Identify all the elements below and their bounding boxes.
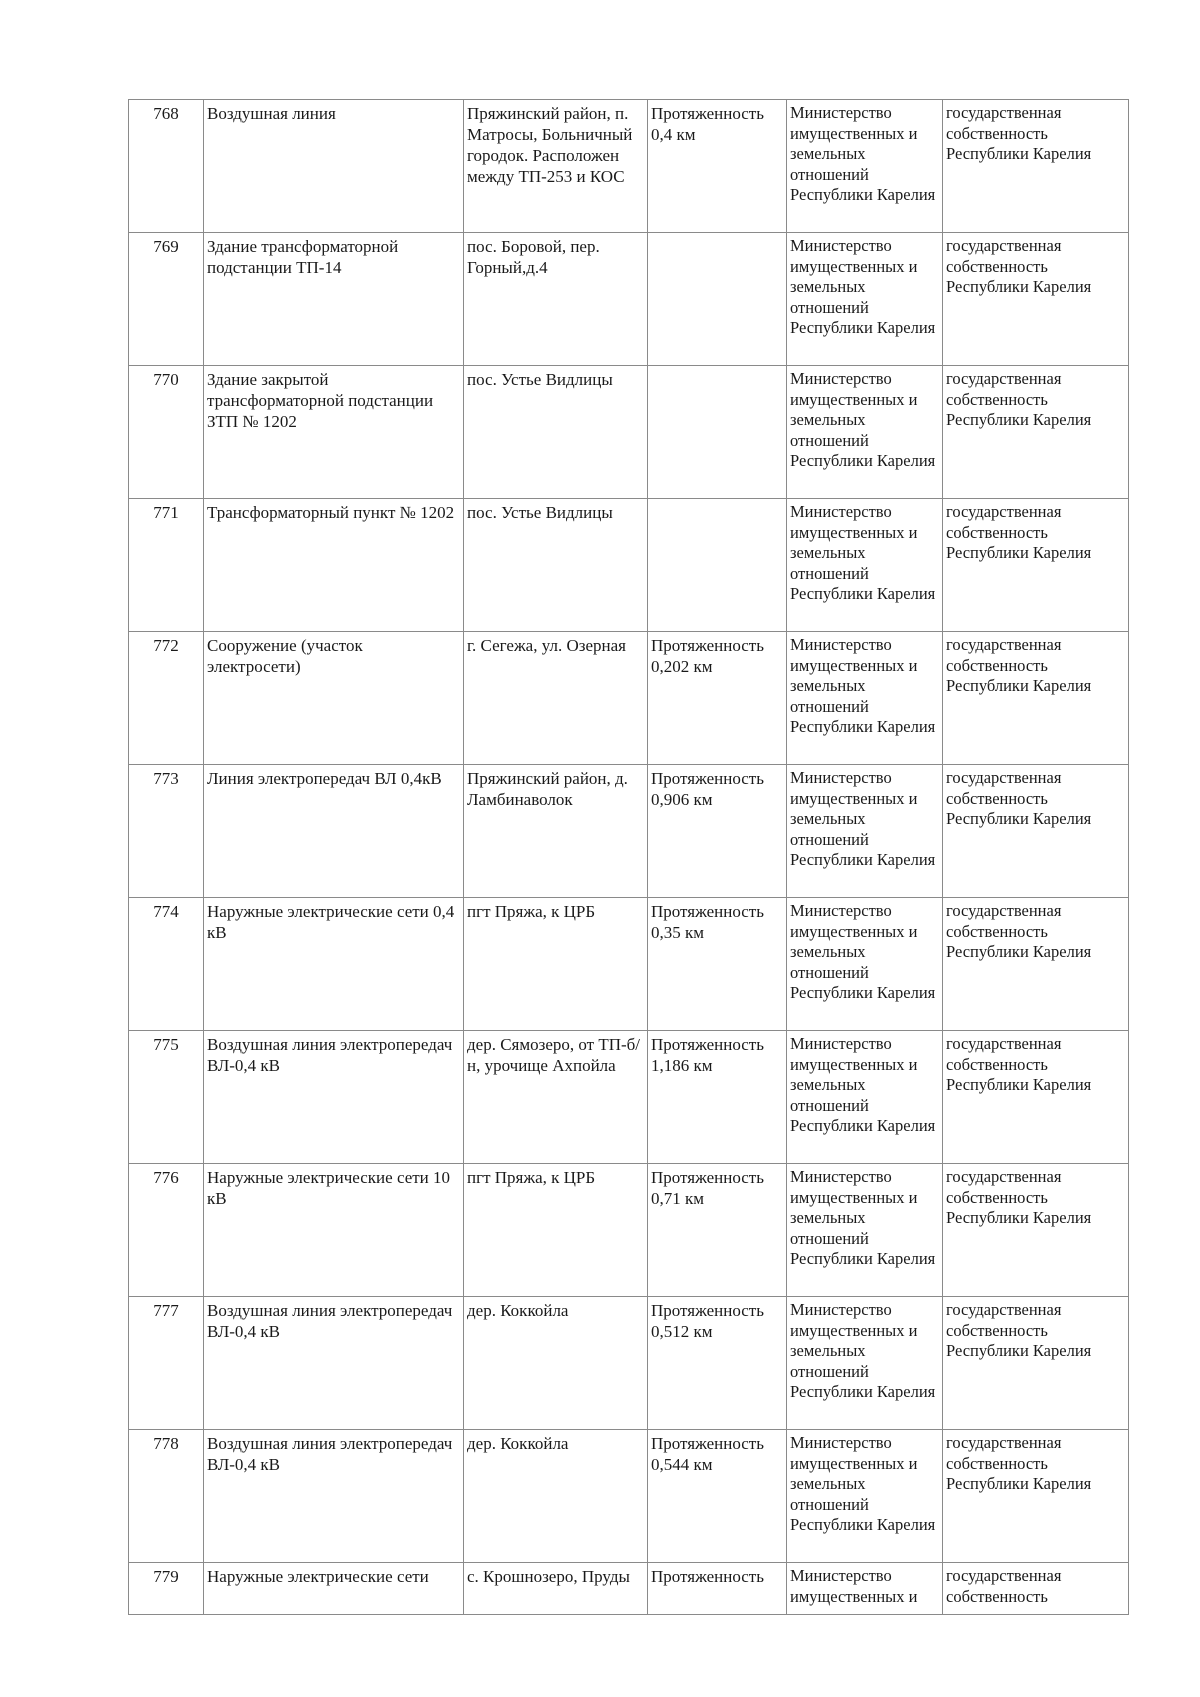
ownership-type: государственная собственность Республики Карелия bbox=[943, 233, 1129, 366]
row-number: 768 bbox=[129, 100, 204, 233]
object-name: Здание закрытой трансформаторной подстанции ЗТП № 1202 bbox=[204, 366, 464, 499]
table-row bbox=[129, 233, 1129, 366]
holder-name: Министерство имущественных и земельных отношений Республики Карелия bbox=[787, 499, 943, 632]
object-name: Наружные электрические сети bbox=[204, 1563, 464, 1615]
object-length: Протяженность 0,512 км bbox=[648, 1297, 787, 1430]
table-row bbox=[129, 1563, 1129, 1615]
table-row bbox=[129, 1031, 1129, 1164]
row-number: 771 bbox=[129, 499, 204, 632]
row-number: 772 bbox=[129, 632, 204, 765]
table-row bbox=[129, 765, 1129, 898]
table-row bbox=[129, 1430, 1129, 1563]
ownership-type: государственная собственность Республики Карелия bbox=[943, 1430, 1129, 1563]
row-number: 778 bbox=[129, 1430, 204, 1563]
ownership-type: государственная собственность bbox=[943, 1563, 1129, 1615]
object-address: Пряжинский район, п. Матросы, Больничный городок. Расположен между ТП-253 и КОС bbox=[464, 100, 648, 233]
object-address: дер. Сямозеро, от ТП-б/н, урочище Ахпойла bbox=[464, 1031, 648, 1164]
table-row bbox=[129, 632, 1129, 765]
object-address: г. Сегежа, ул. Озерная bbox=[464, 632, 648, 765]
object-length: Протяженность 0,202 км bbox=[648, 632, 787, 765]
object-name: Трансформаторный пункт № 1202 bbox=[204, 499, 464, 632]
object-length: Протяженность 1,186 км bbox=[648, 1031, 787, 1164]
ownership-type: государственная собственность Республики Карелия bbox=[943, 765, 1129, 898]
holder-name: Министерство имущественных и земельных отношений Республики Карелия bbox=[787, 100, 943, 233]
table-row bbox=[129, 898, 1129, 1031]
object-length: Протяженность bbox=[648, 1563, 787, 1615]
object-name: Здание трансформаторной подстанции ТП-14 bbox=[204, 233, 464, 366]
ownership-type: государственная собственность Республики Карелия bbox=[943, 100, 1129, 233]
holder-name: Министерство имущественных и земельных отношений Республики Карелия bbox=[787, 1031, 943, 1164]
object-name: Воздушная линия bbox=[204, 100, 464, 233]
object-length bbox=[648, 499, 787, 632]
row-number: 773 bbox=[129, 765, 204, 898]
table-row bbox=[129, 100, 1129, 233]
object-name: Воздушная линия электропередач ВЛ-0,4 кВ bbox=[204, 1031, 464, 1164]
object-address: дер. Коккойла bbox=[464, 1430, 648, 1563]
holder-name: Министерство имущественных и земельных отношений Республики Карелия bbox=[787, 233, 943, 366]
object-length bbox=[648, 366, 787, 499]
object-length: Протяженность 0,71 км bbox=[648, 1164, 787, 1297]
object-address: Пряжинский район, д. Ламбинаволок bbox=[464, 765, 648, 898]
ownership-type: государственная собственность Республики Карелия bbox=[943, 499, 1129, 632]
row-number: 777 bbox=[129, 1297, 204, 1430]
holder-name: Министерство имущественных и земельных отношений Республики Карелия bbox=[787, 765, 943, 898]
object-address: дер. Коккойла bbox=[464, 1297, 648, 1430]
object-length: Протяженность 0,35 км bbox=[648, 898, 787, 1031]
ownership-type: государственная собственность Республики Карелия bbox=[943, 898, 1129, 1031]
object-address: пос. Боровой, пер. Горный,д.4 bbox=[464, 233, 648, 366]
table-row bbox=[129, 366, 1129, 499]
row-number: 779 bbox=[129, 1563, 204, 1615]
holder-name: Министерство имущественных и земельных отношений Республики Карелия bbox=[787, 366, 943, 499]
holder-name: Министерство имущественных и земельных отношений Республики Карелия bbox=[787, 632, 943, 765]
property-registry-table bbox=[128, 99, 1129, 1615]
row-number: 776 bbox=[129, 1164, 204, 1297]
object-length: Протяженность 0,906 км bbox=[648, 765, 787, 898]
table-row bbox=[129, 1297, 1129, 1430]
object-name: Наружные электрические сети 10 кВ bbox=[204, 1164, 464, 1297]
object-name: Воздушная линия электропередач ВЛ-0,4 кВ bbox=[204, 1297, 464, 1430]
row-number: 774 bbox=[129, 898, 204, 1031]
object-length bbox=[648, 233, 787, 366]
row-number: 770 bbox=[129, 366, 204, 499]
object-name: Линия электропередач ВЛ 0,4кВ bbox=[204, 765, 464, 898]
ownership-type: государственная собственность Республики Карелия bbox=[943, 1297, 1129, 1430]
ownership-type: государственная собственность Республики Карелия bbox=[943, 1031, 1129, 1164]
object-address: пос. Устье Видлицы bbox=[464, 366, 648, 499]
holder-name: Министерство имущественных и земельных отношений Республики Карелия bbox=[787, 1297, 943, 1430]
object-name: Воздушная линия электропередач ВЛ-0,4 кВ bbox=[204, 1430, 464, 1563]
object-address: пгт Пряжа, к ЦРБ bbox=[464, 898, 648, 1031]
ownership-type: государственная собственность Республики Карелия bbox=[943, 632, 1129, 765]
object-length: Протяженность 0,544 км bbox=[648, 1430, 787, 1563]
holder-name: Министерство имущественных и земельных отношений Республики Карелия bbox=[787, 1164, 943, 1297]
object-address: пгт Пряжа, к ЦРБ bbox=[464, 1164, 648, 1297]
table-row bbox=[129, 1164, 1129, 1297]
document-page bbox=[128, 99, 1128, 1615]
object-name: Сооружение (участок электросети) bbox=[204, 632, 464, 765]
holder-name: Министерство имущественных и земельных отношений Республики Карелия bbox=[787, 898, 943, 1031]
holder-name: Министерство имущественных и bbox=[787, 1563, 943, 1615]
holder-name: Министерство имущественных и земельных отношений Республики Карелия bbox=[787, 1430, 943, 1563]
ownership-type: государственная собственность Республики Карелия bbox=[943, 1164, 1129, 1297]
object-address: с. Крошнозеро, Пруды bbox=[464, 1563, 648, 1615]
object-address: пос. Устье Видлицы bbox=[464, 499, 648, 632]
table-row bbox=[129, 499, 1129, 632]
object-length: Протяженность 0,4 км bbox=[648, 100, 787, 233]
object-name: Наружные электрические сети 0,4 кВ bbox=[204, 898, 464, 1031]
row-number: 769 bbox=[129, 233, 204, 366]
ownership-type: государственная собственность Республики Карелия bbox=[943, 366, 1129, 499]
row-number: 775 bbox=[129, 1031, 204, 1164]
